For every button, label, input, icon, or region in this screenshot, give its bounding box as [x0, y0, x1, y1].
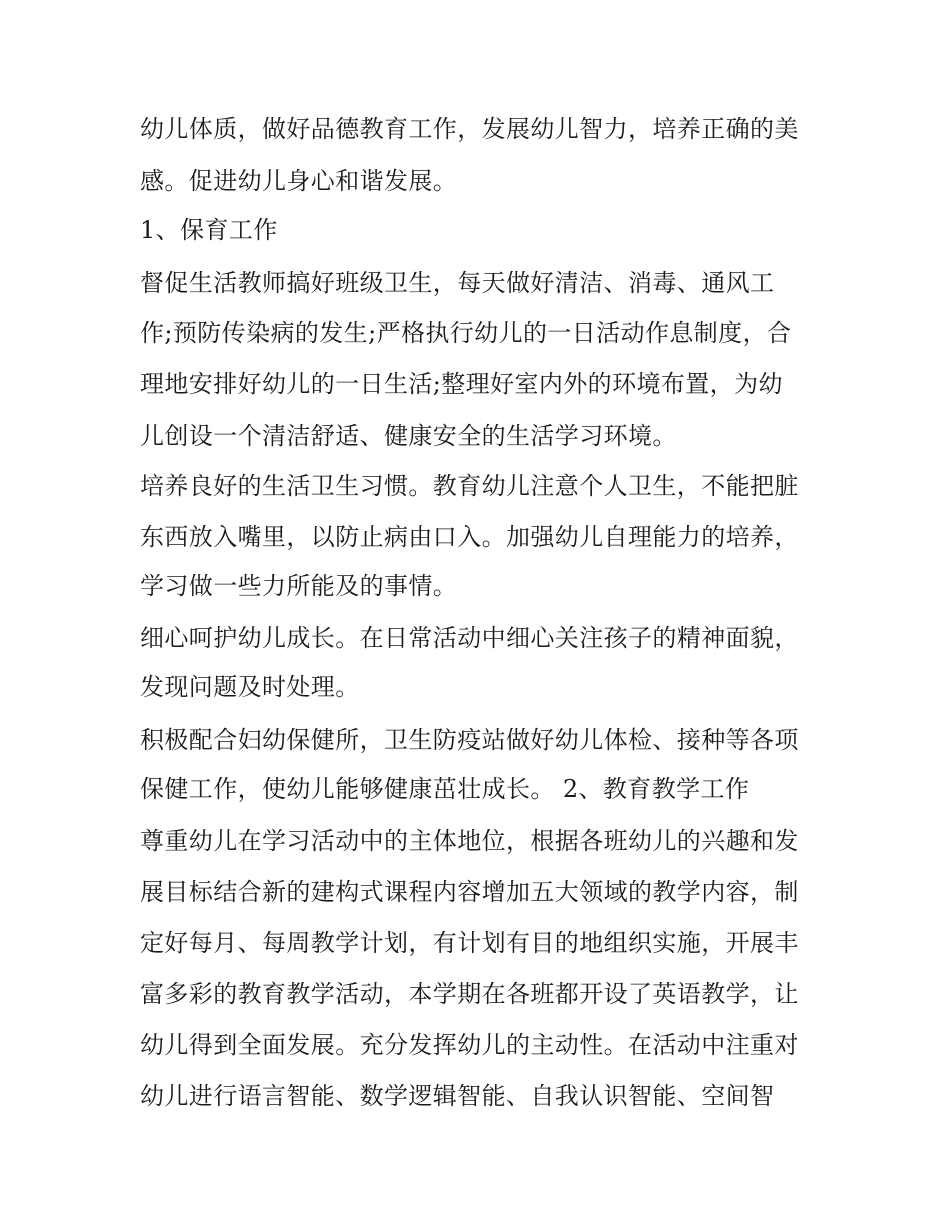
text-line: 培养良好的生活卫生习惯。教育幼儿注意个人卫生，不能把脏 — [140, 472, 799, 500]
text-line: 学习做一些力所能及的事情。 — [140, 572, 458, 600]
text-line: 督促生活教师搞好班级卫生，每天做好清洁、消毒、通风工 — [140, 269, 775, 297]
text-line: 感。促进幼儿身心和谐发展。 — [140, 167, 458, 195]
text-line: 定好每月、每周教学计划，有计划有目的地组织实施，开展丰 — [140, 929, 799, 957]
text-line: 尊重幼儿在学习活动中的主体地位，根据各班幼儿的兴趣和发 — [140, 827, 799, 855]
text-line: 儿创设一个清洁舒适、健康安全的生活学习环境。 — [140, 422, 677, 450]
text-line: 理地安排好幼儿的一日生活;整理好室内外的环境布置，为幼 — [140, 370, 783, 398]
text-line: 东西放入嘴里，以防止病由口入。加强幼儿自理能力的培养， — [140, 523, 799, 551]
text-line: 发现问题及时处理。 — [140, 673, 360, 701]
text-line: 作;预防传染病的发生;严格执行幼儿的一日活动作息制度，合 — [140, 319, 792, 347]
text-line: 细心呵护幼儿成长。在日常活动中细心关注孩子的精神面貌， — [140, 624, 799, 652]
text-line: 幼儿得到全面发展。充分发挥幼儿的主动性。在活动中注重对 — [140, 1031, 799, 1059]
text-line: 积极配合妇幼保健所，卫生防疫站做好幼儿体检、接种等各项 — [140, 726, 799, 754]
section-heading: 1、保育工作 — [140, 216, 278, 244]
text-line: 幼儿体质，做好品德教育工作，发展幼儿智力，培养正确的美 — [140, 115, 799, 143]
text-line: 保健工作，使幼儿能够健康茁壮成长。 2、教育教学工作 — [140, 775, 750, 803]
text-line: 幼儿进行语言智能、数学逻辑智能、自我认识智能、空间智 — [140, 1082, 775, 1110]
text-line: 展目标结合新的建构式课程内容增加五大领域的教学内容，制 — [140, 878, 799, 906]
text-line: 富多彩的教育教学活动，本学期在各班都开设了英语教学，让 — [140, 980, 799, 1008]
